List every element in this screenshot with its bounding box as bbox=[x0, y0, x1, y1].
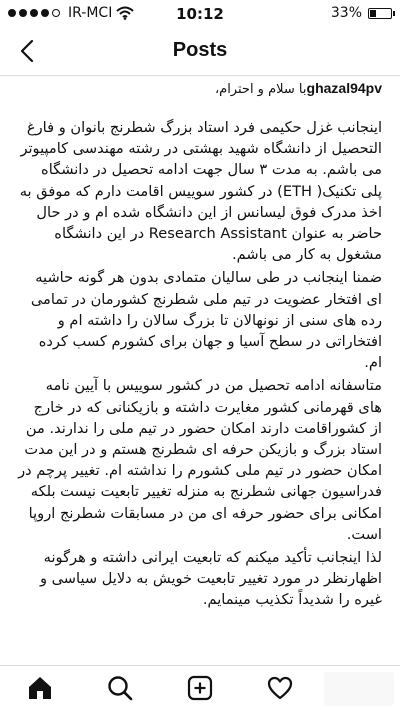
search-icon bbox=[106, 674, 134, 702]
add-post-icon bbox=[186, 674, 214, 702]
caption-greeting: با سلام و احترام، bbox=[214, 82, 307, 97]
home-icon bbox=[26, 674, 54, 702]
tab-search[interactable] bbox=[100, 668, 140, 708]
caption-body bbox=[18, 117, 382, 611]
caption-paragraph: متاسفانه ادامه تحصیل من در کشور سوییس با آیین نامه های قهرمانی کشور مغایرت داشته و بازیکنانی که در خارج از کشوراقامت دارند امکان حضور در تیم ملی را ندارند. من استاد بزرگ و بازیکن حرفه ای شطرنج هستم و در این مدت امکان حضور در تیم ملی کشورم را نداشته ام. تغییر پرچم در فدراسیون جهانی شطرنج به منزله تغییر تابعیت نیست بلکه امکانی برای حضور حرفه ای من در مسابقات شطرنج اروپا است. bbox=[18, 377, 382, 543]
caption-header bbox=[18, 80, 382, 110]
tab-add-post[interactable] bbox=[180, 668, 220, 708]
navigation-bar bbox=[0, 28, 400, 76]
tab-home[interactable] bbox=[20, 668, 60, 708]
watermark-logo bbox=[324, 672, 394, 706]
tab-activity[interactable] bbox=[260, 668, 300, 708]
carrier-name: IR-MCI bbox=[68, 5, 113, 21]
clock: 10:12 bbox=[176, 5, 224, 23]
page-title: Posts bbox=[172, 39, 228, 61]
battery-fill bbox=[370, 10, 376, 17]
status-bar bbox=[0, 0, 400, 28]
battery-icon bbox=[368, 8, 392, 19]
post-username[interactable]: ghazal94pv bbox=[306, 80, 382, 96]
heart-icon bbox=[266, 674, 294, 702]
caption-paragraph: لذا اینجانب تأکید میکنم که تابعیت ایرانی داشته و هرگونه اظهارنظر در مورد تغییر تابعیت خویش به دلایل سیاسی و غیره را شدیداً تکذیب مینمایم. bbox=[39, 549, 382, 609]
status-right bbox=[331, 5, 392, 21]
post-caption bbox=[18, 80, 382, 613]
caption-paragraph: اینجانب غزل حکیمی فرد استاد بزرگ شطرنج بانوان و فارغ التحصیل از دانشگاه شهید بهشتی در رشته مهندسی کامپیوتر می باشم. به مدت ۳ سال جهت ادامه تحصیل در دانشگاه پلی تکنیک( ETH) در کشور سوییس اقامت دارم که موفق به اخذ مدرک فوق لیسانس از این دانشگاه شده ام و در حال حاضر به عنوان Research Assistant در این دانشگاه مشغول به کار می باشم. bbox=[19, 119, 382, 264]
caption-paragraph: ضمنا اینجانب در طی سالیان متمادی بدون هر گونه حاشیه ای افتخار عضویت در تیم ملی شطرنج کشورمان در تمامی رده های سنی از نونهالان تا بزرگ سالان را داشته ام و افتخاراتی در سطح آسیا و جهان برای کشورم کسب کرده ام. bbox=[30, 269, 382, 372]
battery-percent: 33% bbox=[330, 5, 362, 21]
